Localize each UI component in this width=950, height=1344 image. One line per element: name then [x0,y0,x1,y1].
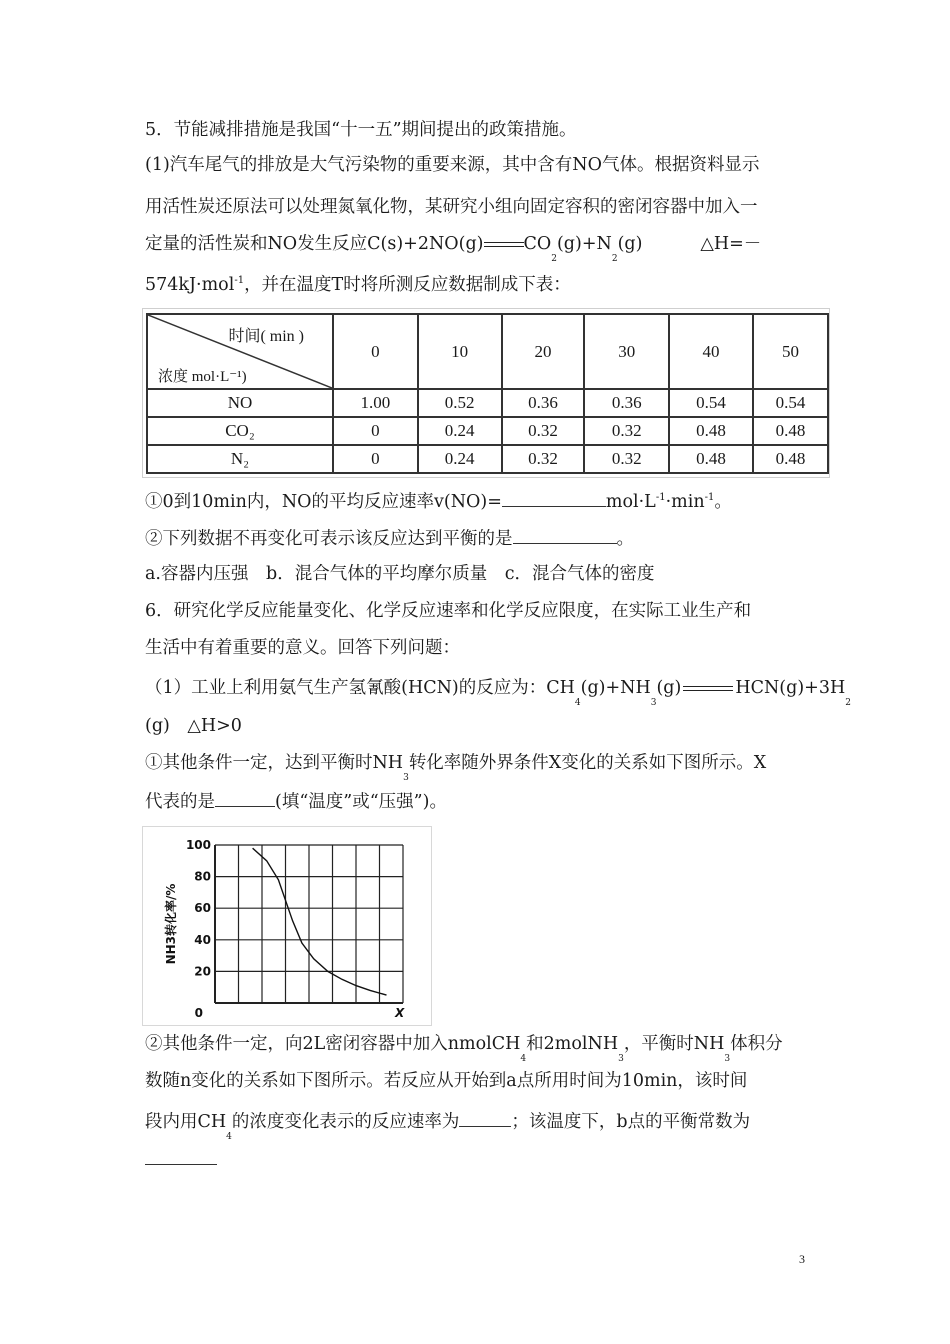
table-row [147,445,828,473]
y-tick-label: 60 [194,901,211,916]
origin-label: 0 [194,1006,203,1020]
q5-options: a.容器内压强 b．混合气体的平均摩尔质量 c．混合气体的密度 [145,564,655,584]
enthalpy-text: △H=－ [700,234,762,254]
subscript: 2 [551,254,557,264]
unit-text: mol·L [605,492,656,512]
q6-sub2-text: 的浓度变化表示的反应速率为 [231,1112,460,1132]
table-cell: 0 [333,445,418,473]
page-number: 3 [799,1252,805,1266]
table-cell: 0.24 [418,417,502,445]
period: 。 [714,492,732,512]
superscript: -1 [704,492,715,504]
subscript: 4 [520,1054,527,1064]
time-cell: 0 [333,314,418,389]
table-cell: 0.24 [418,445,502,473]
equation-mid: (g)+NH [580,678,651,698]
chart-svg [143,827,431,1025]
table-corner-cell [147,314,333,389]
equilibrium-arrow-icon [683,684,733,693]
y-axis-label: NH3转化率/% [164,883,178,965]
nh3-conversion-chart [142,826,432,1026]
subscript: 2 [845,698,851,708]
q6-sub1-line2 [145,792,447,812]
q6-part1-line2: (g) △H>0 [145,716,242,736]
subscript: 3 [650,698,657,708]
q5-part1-equation [145,234,762,264]
answer-blank[interactable] [513,529,617,544]
unit-text: ·min [665,492,705,512]
equation-end: (g) [617,234,643,254]
table-cell: 0.32 [584,445,669,473]
table-cell: 0.48 [753,417,828,445]
table-cell: 0 [333,417,418,445]
table-cell: 0.32 [584,417,669,445]
equilibrium-arrow-icon [484,240,524,249]
q5-sub1 [145,492,732,512]
table-cell: 0.48 [669,445,753,473]
row-label: CO₂ [147,417,333,445]
q6-title: 6．研究化学反应能量变化、化学反应速率和化学反应限度，在实际工业生产和 [145,601,752,621]
q6-sub1-text: ①其他条件一定，达到平衡时NH [145,753,404,773]
enthalpy-unit: 574kJ·mol [145,274,235,295]
q6-sub2-text: ；该温度下，b点的平衡常数为 [511,1112,751,1132]
y-tick-label: 20 [194,964,211,979]
time-header: 时间( min ) [228,328,304,345]
q5-sub1-text: ①0到10min内，NO的平均反应速率v(NO)= [145,492,502,512]
q6-sub2-text: ，平衡时NH [623,1034,725,1054]
conversion-curve [253,848,387,995]
q6-sub1 [145,753,767,783]
equation-right: HCN(g)+3H [735,678,846,698]
table-cell: 0.52 [418,389,502,417]
q5-part1-line1: (1)汽车尾气的排放是大气污染物的重要来源，其中含有NO气体。根据资料显示 [145,155,760,175]
q5-title: 5．节能减排措施是我国“十一五”期间提出的政策措施。 [145,120,577,140]
equation-left: （1）工业上利用氨气生产氢氰酸(HCN)的反应为：CH [145,678,575,698]
q6-sub2-text: 段内用CH [145,1112,227,1132]
subscript: 4 [226,1132,232,1142]
table-cell: 0.32 [502,445,585,473]
subscript: 2 [611,254,618,264]
table-cell: 0.48 [669,417,753,445]
subscript: 3 [724,1054,731,1064]
table-cell: 0.36 [584,389,669,417]
co-text: CO [523,234,552,254]
time-cell: 50 [753,314,828,389]
answer-blank[interactable] [215,792,275,807]
row-label: NO [147,389,333,417]
row-label: N₂ [147,445,333,473]
q6-sub2-line2: 数随n变化的关系如下图所示。若反应从开始到a点所用时间为10min，该时间 [145,1071,748,1091]
time-cell: 10 [418,314,502,389]
q6-sub1-text: 转化率随外界条件X变化的关系如下图所示。X [408,753,767,773]
answer-blank[interactable] [459,1112,511,1127]
table-intro: ，并在温度T时将所测反应数据制成下表： [244,274,571,295]
q6-sub1-text: (填“温度”或“压强”)。 [275,792,447,812]
q6-sub2-line3 [145,1112,751,1142]
concentration-header: 浓度 mol·L⁻¹) [158,369,247,385]
table-cell: 0.36 [502,389,585,417]
table-cell: 0.54 [753,389,828,417]
q5-part1-line2: 用活性炭还原法可以处理氮氧化物，某研究小组向固定容积的密闭容器中加入一 [145,197,758,217]
table-row [147,389,828,417]
subscript: 3 [403,773,409,783]
q6-sub2-text: 体积分 [730,1034,783,1054]
answer-blank[interactable] [145,1150,217,1165]
q6-sub2-text: 和2molNH [526,1034,619,1054]
q6-sub1-text: 代表的是 [145,792,215,812]
time-cell: 40 [669,314,753,389]
superscript: -1 [655,492,666,504]
q6-sub2 [145,1034,783,1064]
table-cell: 0.48 [753,445,828,473]
answer-blank[interactable] [502,492,606,507]
q5-sub2 [145,529,634,549]
subscript: 3 [618,1054,624,1064]
equation-mid: (g)+N [556,234,612,254]
q6-part1-equation [145,678,851,708]
equation-left: 定量的活性炭和NO发生反应C(s)+2NO(g) [145,234,484,254]
table-row [147,417,828,445]
y-tick-label: 100 [185,838,211,852]
table-cell: 1.00 [333,389,418,417]
period: 。 [616,529,634,549]
q6-sub2-text: ②其他条件一定，向2L密闭容器中加入nmolCH [145,1034,521,1054]
q5-sub2-text: ②下列数据不再变化可表示该反应达到平衡的是 [145,529,513,549]
subscript: 4 [574,698,581,708]
table-cell: 0.54 [669,389,753,417]
superscript: -1 [234,275,245,286]
reaction-data-table [142,308,830,478]
equation-mid: (g) [656,678,682,698]
table-cell: 0.32 [502,417,585,445]
y-tick-label: 40 [194,932,211,947]
time-cell: 30 [584,314,669,389]
q6-sub2-line4 [145,1150,217,1170]
y-tick-label: 80 [194,869,211,884]
time-cell: 20 [502,314,585,389]
x-axis-label: X [395,1006,405,1020]
q6-title-line2: 生活中有着重要的意义。回答下列问题： [145,638,460,658]
q5-part1-line4 [145,276,571,294]
